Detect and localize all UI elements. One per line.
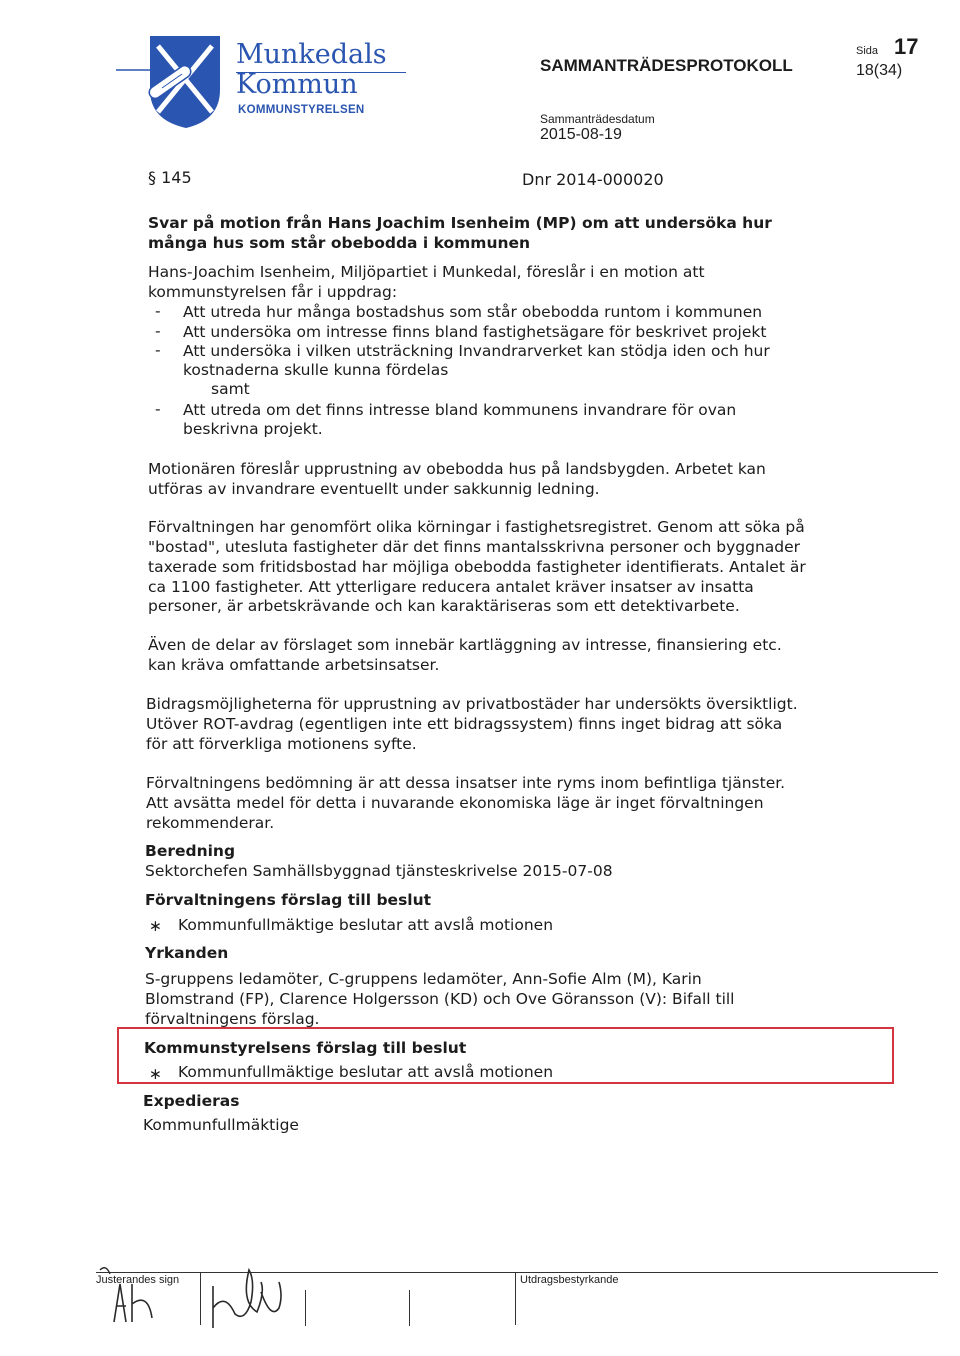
forvaltning-proposal: Kommunfullmäktige beslutar att avslå motionen — [178, 916, 554, 934]
meeting-date-label: Sammanträdesdatum — [540, 112, 655, 126]
para3-line1: Även de delar av förslaget som innebär kartläggning av intresse, finansiering etc. — [148, 636, 782, 654]
logo-name-line2: Kommun — [236, 69, 358, 100]
page-number: 17 — [894, 34, 919, 59]
para5-line1: Förvaltningens bedömning är att dessa insatser inte ryms inom befintliga tjänster. — [146, 774, 786, 792]
signature-divider — [409, 1290, 410, 1326]
ks-proposal-heading: Kommunstyrelsens förslag till beslut — [144, 1039, 467, 1057]
para4-line3: för att förverkliga motionens syfte. — [146, 735, 417, 753]
meeting-date: 2015-08-19 — [540, 126, 622, 143]
list-dash: - — [155, 400, 161, 418]
handwritten-signature-initials — [96, 1262, 196, 1332]
para4-line2: Utöver ROT-avdrag (egentligen inte ett bidragssystem) finns inget bidrag att söka — [146, 715, 783, 733]
paragraph-number: § 145 — [148, 168, 192, 187]
list-dash: - — [155, 341, 161, 359]
logo-name-line1: Munkedals — [236, 39, 387, 70]
expedieras-heading: Expedieras — [143, 1092, 240, 1110]
task-item-2: Att undersöka om intresse finns bland fastighetsägare för beskrivet projekt — [183, 323, 767, 341]
para2-line2: "bostad", utesluta fastigheter där det finns mantalsskrivna personer och byggnader — [148, 538, 801, 556]
document-title: SAMMANTRÄDESPROTOKOLL — [540, 56, 793, 75]
forvaltning-heading: Förvaltningens förslag till beslut — [145, 891, 432, 909]
intro-line2: kommunstyrelsen får i uppdrag: — [148, 283, 398, 301]
para2-line3: taxerade som fritidsbostad har möjliga obebodda fastigheter identifierats. Antalet är — [148, 558, 806, 576]
para3-line2: kan kräva omfattande arbetsinsatser. — [148, 656, 440, 674]
yrkanden-line3: förvaltningens förslag. — [145, 1010, 320, 1028]
para1-line1: Motionären föreslår upprustning av obebodda hus på landsbygden. Arbetet kan — [148, 460, 766, 478]
task-item-3-line1: Att undersöka i vilken utsträckning Invandrarverket kan stödja iden och hur — [183, 342, 770, 360]
task-item-4-line2: beskrivna projekt. — [183, 420, 323, 438]
task-item-1: Att utreda hur många bostadshus som står obebodda runtom i kommunen — [183, 303, 763, 321]
item-title-line1: Svar på motion från Hans Joachim Isenheim (MP) om att undersöka hur — [148, 214, 772, 232]
page-label: Sida — [856, 45, 879, 57]
logo-subtitle: KOMMUNSTYRELSEN — [238, 104, 365, 116]
yrkanden-line1: S-gruppens ledamöter, C-gruppens ledamöter, Ann-Sofie Alm (M), Karin — [145, 970, 702, 988]
yrkanden-line2: Blomstrand (FP), Clarence Holgersson (KD) och Ove Göransson (V): Bifall till — [145, 990, 735, 1008]
ks-proposal-text: Kommunfullmäktige beslutar att avslå motionen — [178, 1063, 554, 1081]
beredning-text: Sektorchefen Samhällsbyggnad tjänsteskrivelse 2015-07-08 — [145, 862, 613, 880]
samt-word: samt — [211, 380, 250, 398]
para5-line2: Att avsätta medel för detta i nuvarande ekonomiska läge är inget förvaltningen — [146, 794, 764, 812]
list-dash: - — [155, 302, 161, 320]
justerandes-sign-label: Justerandes sign — [96, 1274, 180, 1286]
bullet-asterisk: ∗ — [149, 917, 162, 935]
page-count: 18(34) — [856, 62, 903, 79]
para2-line1: Förvaltningen har genomfört olika körningar i fastighetsregistret. Genom att söka på — [148, 518, 805, 536]
para5-line3: rekommenderar. — [146, 814, 275, 832]
yrkanden-heading: Yrkanden — [145, 944, 229, 962]
task-item-3-line2: kostnaderna skulle kunna fördelas — [183, 361, 449, 379]
expedieras-recipient: Kommunfullmäktige — [143, 1116, 299, 1134]
signature-divider — [305, 1290, 306, 1326]
intro-line1: Hans-Joachim Isenheim, Miljöpartiet i Munkedal, föreslår i en motion att — [148, 263, 705, 281]
item-title-line2: många hus som står obebodda i kommunen — [148, 234, 531, 252]
beredning-heading: Beredning — [145, 842, 236, 860]
para2-line5: personer, är arbetskrävande och kan karaktäriseras som ett detektivarbete. — [148, 597, 740, 615]
task-item-4-line1: Att utreda om det finns intresse bland kommunens invandrare för ovan — [183, 401, 737, 419]
para2-line4: ca 1100 fastigheter. Att ytterligare reducera antalet kräver insatser av insatta — [148, 578, 754, 596]
handwritten-signature — [205, 1262, 305, 1332]
municipality-crest-logo — [116, 32, 228, 128]
signature-divider — [200, 1273, 201, 1325]
list-dash: - — [155, 322, 161, 340]
signature-divider — [515, 1273, 516, 1325]
utdragsbestyrkande-label: Utdragsbestyrkande — [520, 1274, 619, 1286]
bullet-asterisk: ∗ — [149, 1065, 162, 1083]
para1-line2: utföras av invandrare eventuellt under sakkunnig ledning. — [148, 480, 600, 498]
para4-line1: Bidragsmöjligheterna för upprustning av privatbostäder har undersökts översiktligt. — [146, 695, 798, 713]
case-number: Dnr 2014-000020 — [522, 170, 664, 189]
